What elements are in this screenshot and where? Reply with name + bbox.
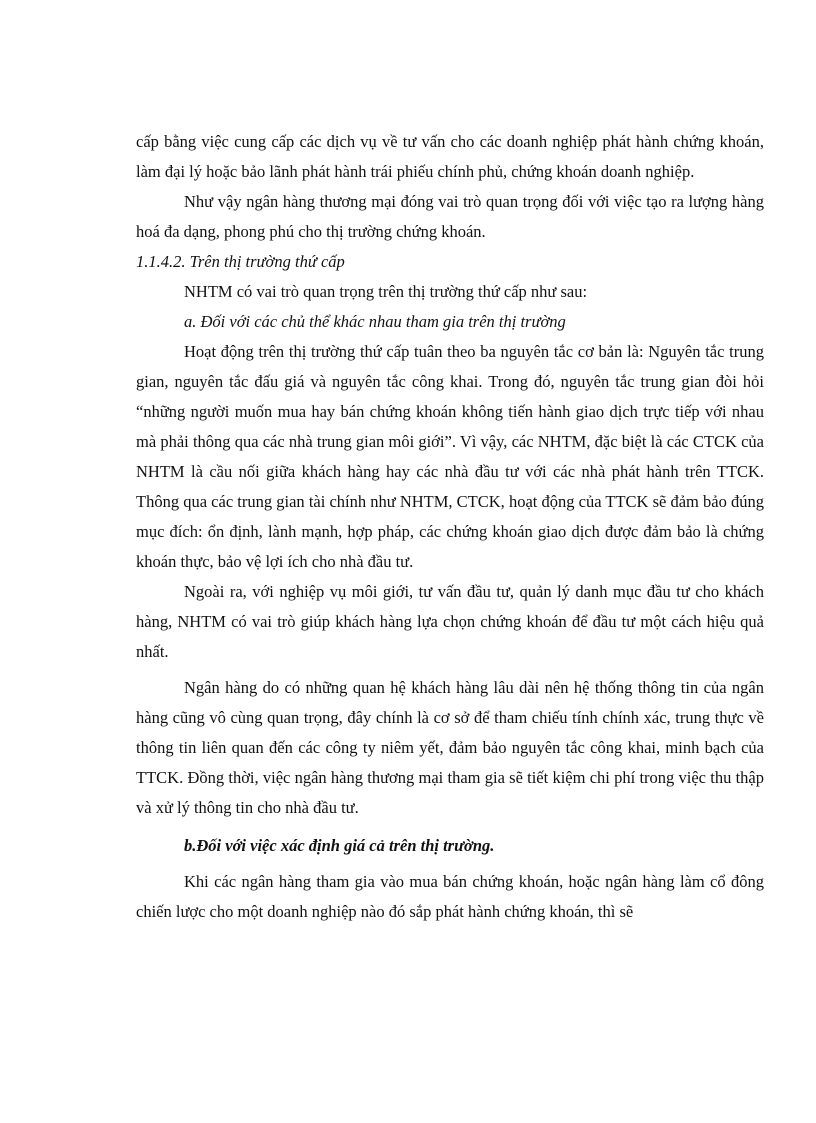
paragraph-role-summary: Như vậy ngân hàng thương mại đóng vai trò quan trọng đối với việc tạo ra lượng hàng hoá đa dạng, phong phú cho thị trường chứng khoán.	[136, 192, 764, 241]
paragraph-information: Ngân hàng do có những quan hệ khách hàng lâu dài nên hệ thống thông tin của ngân hàng cũng vô cùng quan trọng, đây chính là cơ sở để tham chiếu tính chính xác, trung thực về thông tin liên quan đến các công ty niêm yết, đảm bảo nguyên tắc công khai, minh bạch của TTCK. Đồng thời, việc ngân hàng thương mại tham gia sẽ tiết kiệm chi phí trong việc thu thập và xử lý thông tin cho nhà đầu tư.	[136, 678, 764, 817]
subheading-a: a. Đối với các chủ thể khác nhau tham gia trên thị trường	[184, 312, 566, 331]
paragraph-intro-secondary: NHTM có vai trò quan trọng trên thị trường thứ cấp như sau:	[184, 282, 588, 301]
paragraph-continuation: cấp bằng việc cung cấp các dịch vụ về tư vấn cho các doanh nghiệp phát hành chứng khoán, làm đại lý hoặc bảo lãnh phát hành trái phiếu chính phủ, chứng khoán doanh nghiệp.	[136, 132, 764, 181]
section-heading-secondary-market: 1.1.4.2. Trên thị trường thứ cấp	[136, 252, 345, 271]
subheading-b: b.Đối với việc xác định giá cả trên thị trường.	[184, 836, 495, 855]
paragraph-principles: Hoạt động trên thị trường thứ cấp tuân theo ba nguyên tắc cơ bản là: Nguyên tắc trung gian, nguyên tắc đấu giá và nguyên tắc công khai. Trong đó, nguyên tắc trung gian đòi hỏi “những người muốn mua hay bán chứng khoán không tiến hành giao dịch trực tiếp với nhau mà phải thông qua các nhà trung gian môi giới”. Vì vậy, các NHTM, đặc biệt là các CTCK của NHTM là cầu nối giữa khách hàng hay các nhà đầu tư với các nhà phát hành trên TTCK. Thông qua các trung gian tài chính như NHTM, CTCK, hoạt động của TTCK sẽ đảm bảo đúng mục đích: ổn định, lành mạnh, hợp pháp, các chứng khoán giao dịch được đảm bảo là chứng khoán thực, bảo vệ lợi ích cho nhà đầu tư.	[136, 342, 764, 571]
paragraph-brokerage: Ngoài ra, với nghiệp vụ môi giới, tư vấn đầu tư, quản lý danh mục đầu tư cho khách hàng, NHTM có vai trò giúp khách hàng lựa chọn chứng khoán để đầu tư một cách hiệu quả nhất.	[136, 582, 764, 661]
document-body	[136, 127, 764, 927]
paragraph-pricing: Khi các ngân hàng tham gia vào mua bán chứng khoán, hoặc ngân hàng làm cổ đông chiến lược cho một doanh nghiệp nào đó sắp phát hành chứng khoán, thì sẽ	[136, 872, 764, 921]
